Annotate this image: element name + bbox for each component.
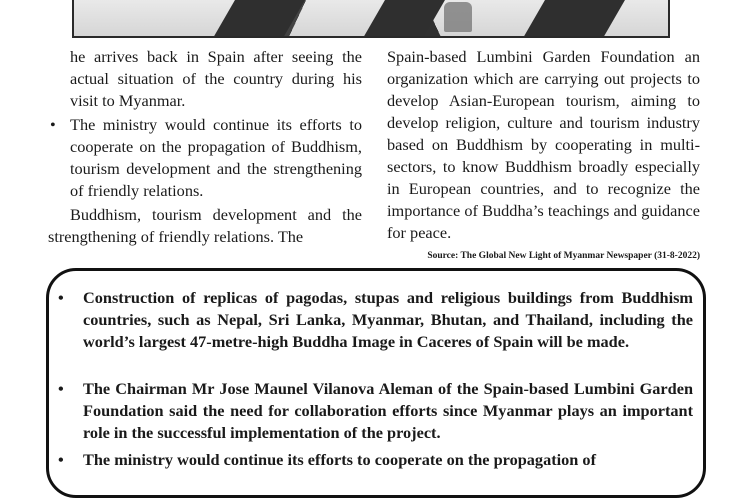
- bullet-icon: •: [58, 379, 64, 398]
- highlights-box: [46, 268, 706, 498]
- list-item: [58, 449, 693, 471]
- highlight-text: The ministry would continue its efforts to cooperate on the propagation of: [83, 450, 596, 469]
- paragraph-text: Spain-based Lumbini Garden Foundation an organization which are carrying out projects to develop Asian-European tourism, aiming to develop religion, culture and tourism industry based on Buddhism by cooperating in multi-sectors, to know Buddhism broadly especially in European countries, and to recognize the importance of Buddha’s teachings and guidance for peace.: [387, 47, 700, 242]
- bullet-icon: •: [50, 115, 56, 134]
- list-item: [58, 378, 693, 444]
- article-photo: [72, 0, 670, 38]
- right-column: [387, 46, 700, 244]
- photo-figure: [444, 2, 472, 32]
- continuation-text: he arrives back in Spain after seeing the actual situation of the country during his visit to Myanmar.: [70, 47, 362, 110]
- floor-tile-shape: [213, 0, 305, 38]
- source-citation: Source: The Global New Light of Myanmar Newspaper (31-8-2022): [427, 251, 700, 261]
- paragraph-text: Buddhism, tourism development and the strengthening of friendly relations. The: [48, 205, 362, 246]
- bullet-icon: •: [58, 288, 64, 307]
- list-item: [58, 287, 693, 353]
- bullet-icon: •: [58, 450, 64, 469]
- left-column: [48, 46, 362, 248]
- floor-tile-shape: [523, 0, 625, 38]
- highlight-text: Construction of replicas of pagodas, stupas and religious buildings from Buddhism countries, such as Nepal, Sri Lanka, Myanmar, Bhutan, and Thailand, including the world’s largest 47-metre-high Buddha Image in Caceres of Spain will be made.: [83, 288, 693, 351]
- list-item: [48, 114, 362, 202]
- highlight-text: The Chairman Mr Jose Maunel Vilanova Aleman of the Spain-based Lumbini Garden Foundation said the need for collaboration efforts since Myanmar plays an important role in the successful implementation of the project.: [83, 379, 693, 442]
- floor-tile-shape: [363, 0, 445, 38]
- bullet-text: The ministry would continue its efforts to cooperate on the propagation of Buddhism, tourism development and the strengthening of friendly relations.: [70, 115, 362, 200]
